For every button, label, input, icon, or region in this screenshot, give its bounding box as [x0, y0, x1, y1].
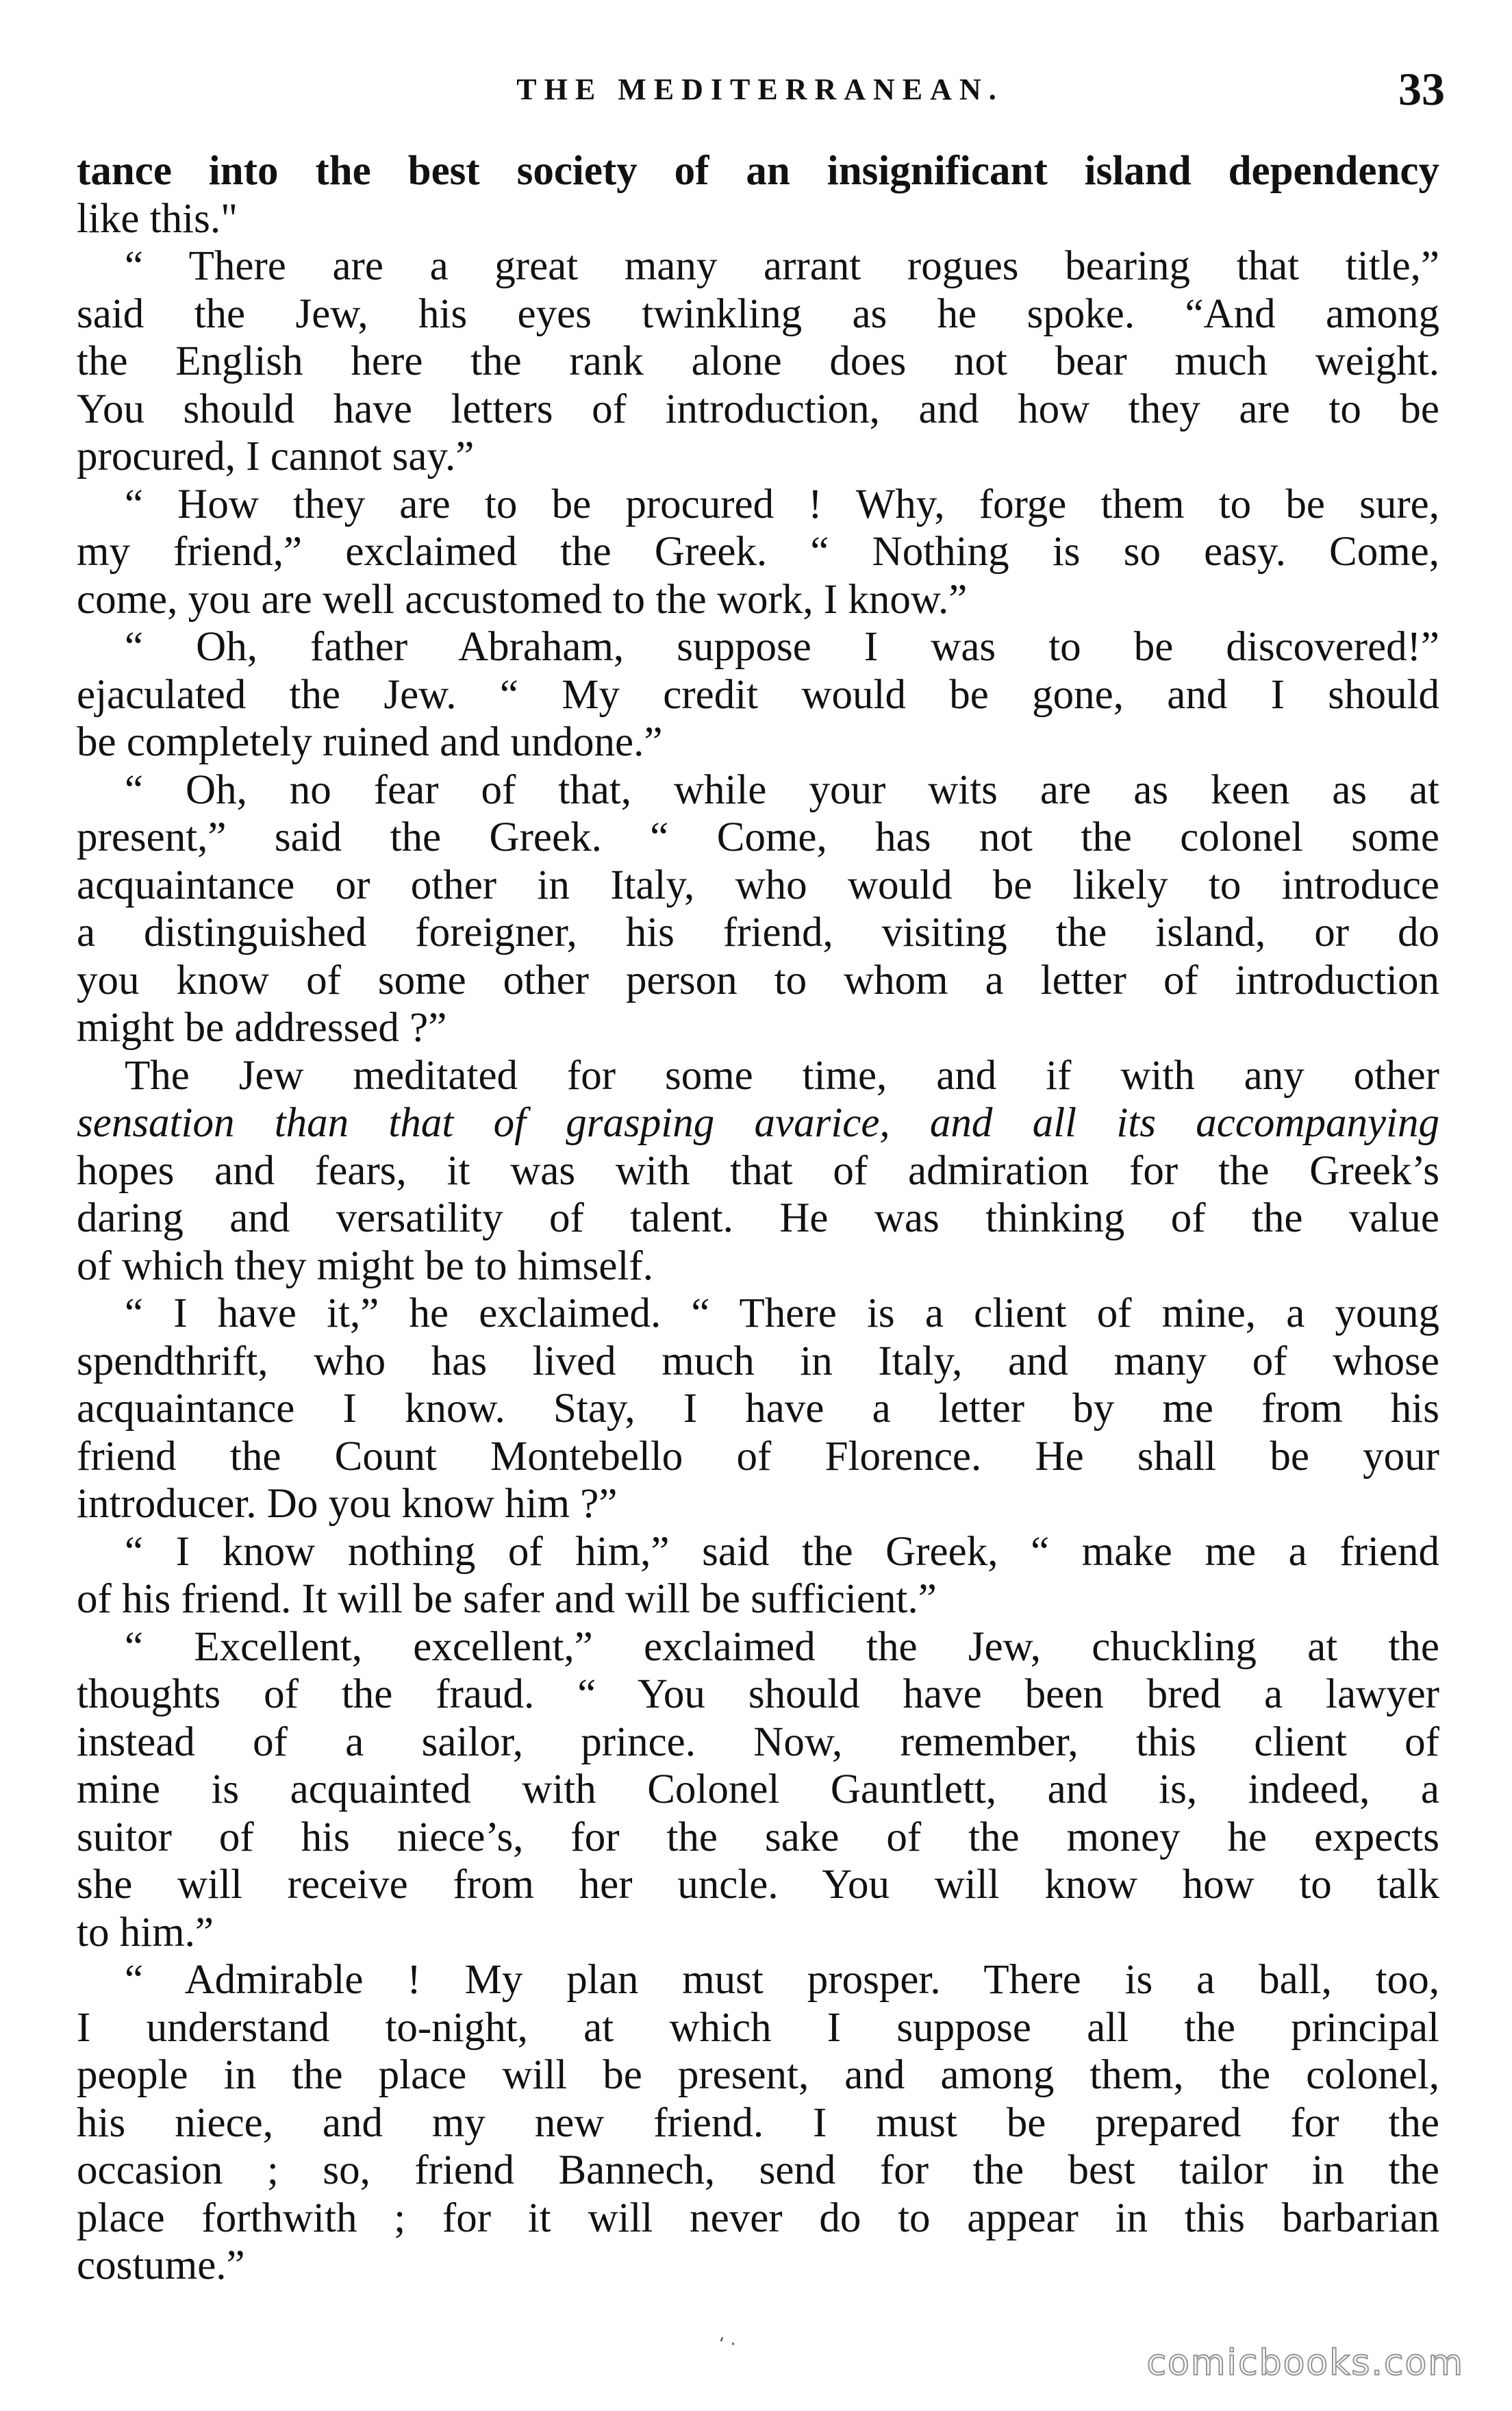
text-line: The Jew meditated for some time, and if with any other	[125, 1052, 1439, 1099]
text-line: daring and versatility of talent. He was thinking of the value	[77, 1195, 1439, 1241]
text-line: place forthwith ; for it will never do to appear in this barbarian	[77, 2195, 1439, 2241]
watermark-text: comicbooks.com	[1146, 2343, 1464, 2384]
text-line: present,” said the Greek. “ Come, has not the colonel some	[77, 814, 1439, 860]
text-line: acquaintance I know. Stay, I have a letter by me from his	[77, 1386, 1439, 1432]
text-line: You should have letters of introduction, and how they are to be	[77, 386, 1439, 432]
text-line: said the Jew, his eyes twinkling as he spoke. “And among	[77, 290, 1439, 337]
text-line: of which they might be to himself.	[77, 1242, 653, 1289]
page-header	[75, 63, 1445, 127]
text-line: tance into the best society of an insignificant island dependency	[77, 148, 1439, 194]
text-line: like this."	[77, 195, 238, 242]
text-line: people in the place will be present, and among them, the colonel,	[77, 2052, 1439, 2098]
text-line: “ There are a great many arrant rogues bearing that title,”	[125, 243, 1439, 289]
text-line: the English here the rank alone does not bear much weight.	[77, 338, 1439, 384]
page-body	[77, 147, 1439, 2290]
text-line: you know of some other person to whom a letter of introduction	[77, 957, 1439, 1003]
text-line: hopes and fears, it was with that of admiration for the Greek’s	[77, 1147, 1439, 1194]
text-line: “ I have it,” he exclaimed. “ There is a client of mine, a young	[125, 1290, 1439, 1336]
text-line: “ Oh, no fear of that, while your wits are as keen as at	[125, 766, 1439, 813]
text-line: “ Excellent, excellent,” exclaimed the Jew, chuckling at the	[125, 1623, 1439, 1670]
text-line: ejaculated the Jew. “ My credit would be gone, and I should	[77, 671, 1439, 718]
text-line: to him.”	[77, 1909, 214, 1956]
text-line: instead of a sailor, prince. Now, remember, this client of	[77, 1719, 1439, 1765]
text-line: procured, I cannot say.”	[77, 434, 475, 479]
print-mark: ‘ ·	[719, 2334, 736, 2355]
text-line: be completely ruined and undone.”	[77, 719, 663, 765]
text-line: “ Admirable ! My plan must prosper. There is a ball, too,	[125, 1957, 1439, 2003]
text-line: occasion ; so, friend Bannech, send for the best tailor in the	[77, 2147, 1439, 2193]
text-line: “ I know nothing of him,” said the Greek, “ make me a friend	[125, 1528, 1439, 1575]
text-line: friend the Count Montebello of Florence. He shall be your	[77, 1433, 1439, 1479]
text-line: mine is acquainted with Colonel Gauntlett, and is, indeed, a	[77, 1766, 1439, 1812]
text-line: might be addressed ?”	[77, 1005, 447, 1051]
text-line: acquaintance or other in Italy, who would be likely to introduce	[77, 862, 1439, 908]
text-line: I understand to-night, at which I suppose all the principal	[77, 2004, 1439, 2051]
running-head: THE MEDITERRANEAN.	[516, 73, 1004, 106]
text-line: of his friend. It will be safer and will be sufficient.”	[77, 1576, 937, 1622]
text-line: suitor of his niece’s, for the sake of the money he expects	[77, 1814, 1439, 1860]
text-line: costume.”	[77, 2243, 245, 2288]
text-line: my friend,” exclaimed the Greek. “ Nothing is so easy. Come,	[77, 529, 1439, 575]
text-line: “ How they are to be procured ! Why, forge them to be sure,	[125, 481, 1439, 527]
text-line: sensation than that of grasping avarice, and all its accompanying	[77, 1100, 1439, 1146]
text-line: she will receive from her uncle. You will know how to talk	[77, 1862, 1439, 1908]
text-line: come, you are well accustomed to the work, I know.”	[77, 576, 968, 623]
text-line: his niece, and my new friend. I must be prepared for the	[77, 2099, 1439, 2146]
text-line: a distinguished foreigner, his friend, visiting the island, or do	[77, 910, 1439, 955]
text-line: thoughts of the fraud. “ You should have been bred a lawyer	[77, 1671, 1439, 1717]
text-line: introducer. Do you know him ?”	[77, 1481, 618, 1527]
text-line: spendthrift, who has lived much in Italy, and many of whose	[77, 1338, 1439, 1384]
page-number: 33	[1398, 63, 1445, 115]
text-line: “ Oh, father Abraham, suppose I was to be discovered!”	[125, 624, 1439, 670]
